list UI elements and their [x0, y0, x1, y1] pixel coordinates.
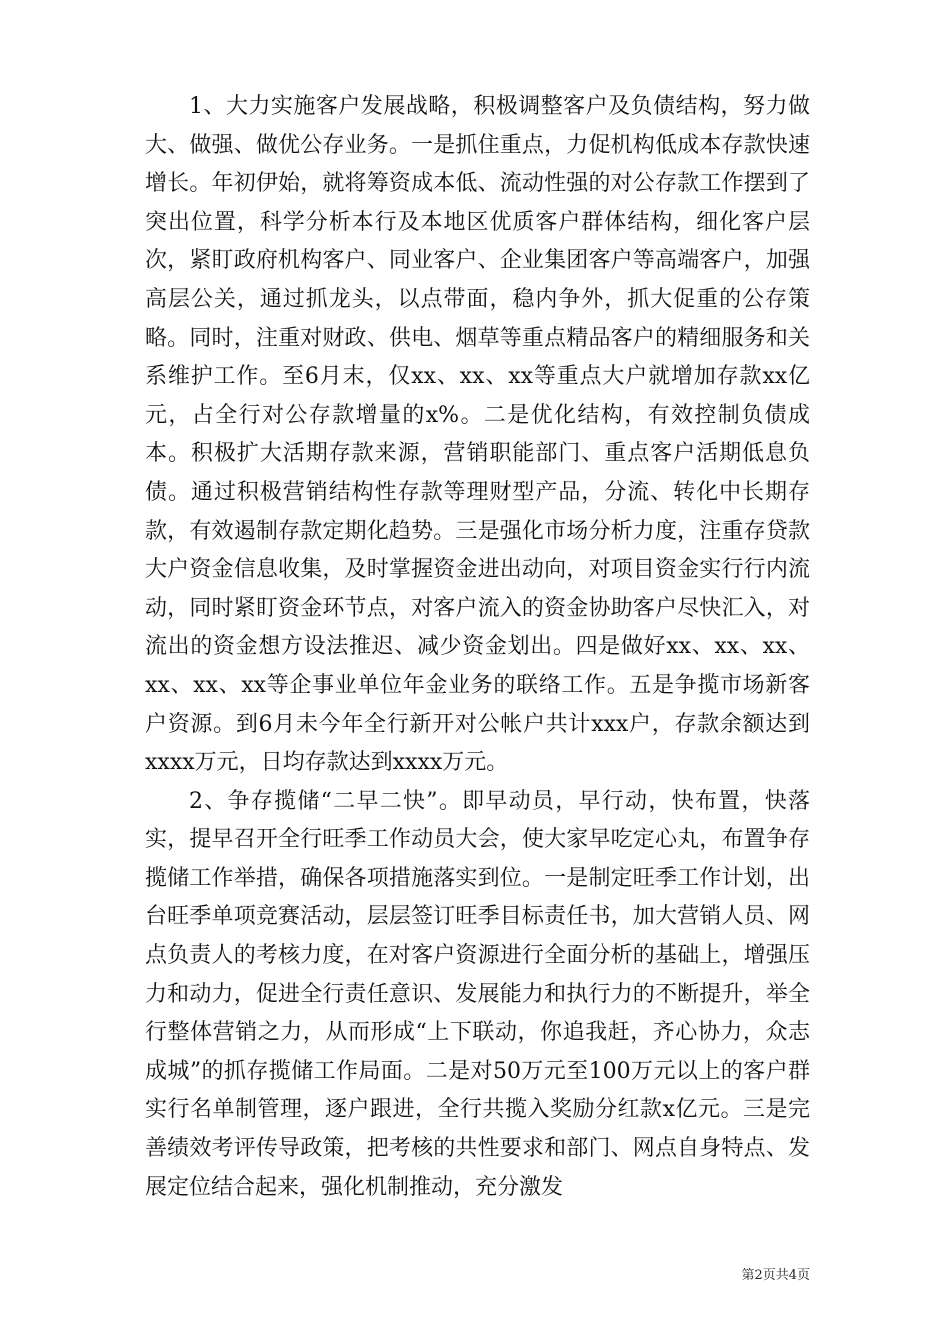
paragraph-1: 1、大力实施客户发展战略，积极调整客户及负债结构，努力做大、做强、做优公存业务。一是抓住重点，力促机构低成本存款快速增长。年初伊始，就将筹资成本低、流动性强的对公存款工作摆到了突出位置，科学分析本行及本地区优质客户群体结构，细化客户层次，紧盯政府机构客户、同业客户、企业集团客户等高端客户，加强高层公关，通过抓龙头，以点带面，稳内争外，抓大促重的公存策略。同时，注重对财政、供电、烟草等重点精品客户的精细服务和关系维护工作。至6月末，仅xx、xx、xx等重点大户就增加存款xx亿元，占全行对公存款增量的x%。二是优化结构，有效控制负债成本。积极扩大活期存款来源，营销职能部门、重点客户活期低息负债。通过积极营销结构性存款等理财型产品，分流、转化中长期存款，有效遏制存款定期化趋势。三是强化市场分析力度，注重存贷款大户资金信息收集，及时掌握资金进出动向，对项目资金实行行内流动，同时紧盯资金环节点，对客户流入的资金协助客户尽快汇入，对流出的资金想方设法推迟、减少资金划出。四是做好xx、xx、xx、xx、xx、xx等企事业单位年金业务的联络工作。五是争揽市场新客户资源。到6月未今年全行新开对公帐户共计xxx户，存款余额达到xxxx万元，日均存款达到xxxx万元。 [145, 94, 810, 776]
page-number: 第2页共4页 [741, 1268, 810, 1283]
paragraph-2: 2、争存揽储“二早二快”。即早动员，早行动，快布置，快落实，提早召开全行旺季工作动员大会，使大家早吃定心丸，布置争存揽储工作举措，确保各项措施落实到位。一是制定旺季工作计划，出台旺季单项竞赛活动，层层签订旺季目标责任书，加大营销人员、网点负责人的考核力度，在对客户资源进行全面分析的基础上，增强压力和动力，促进全行责任意识、发展能力和执行力的不断提升，举全行整体营销之力，从而形成“上下联动，你追我赶，齐心协力，众志成城”的抓存揽储工作局面。二是对50万元至100万元以上的客户群实行名单制管理，逐户跟进，全行共揽入奖励分红款x亿元。三是完善绩效考评传导政策，把考核的共性要求和部门、网点自身特点、发展定位结合起来，强化机制推动，充分激发 [145, 788, 810, 1200]
document-body [145, 88, 810, 1207]
